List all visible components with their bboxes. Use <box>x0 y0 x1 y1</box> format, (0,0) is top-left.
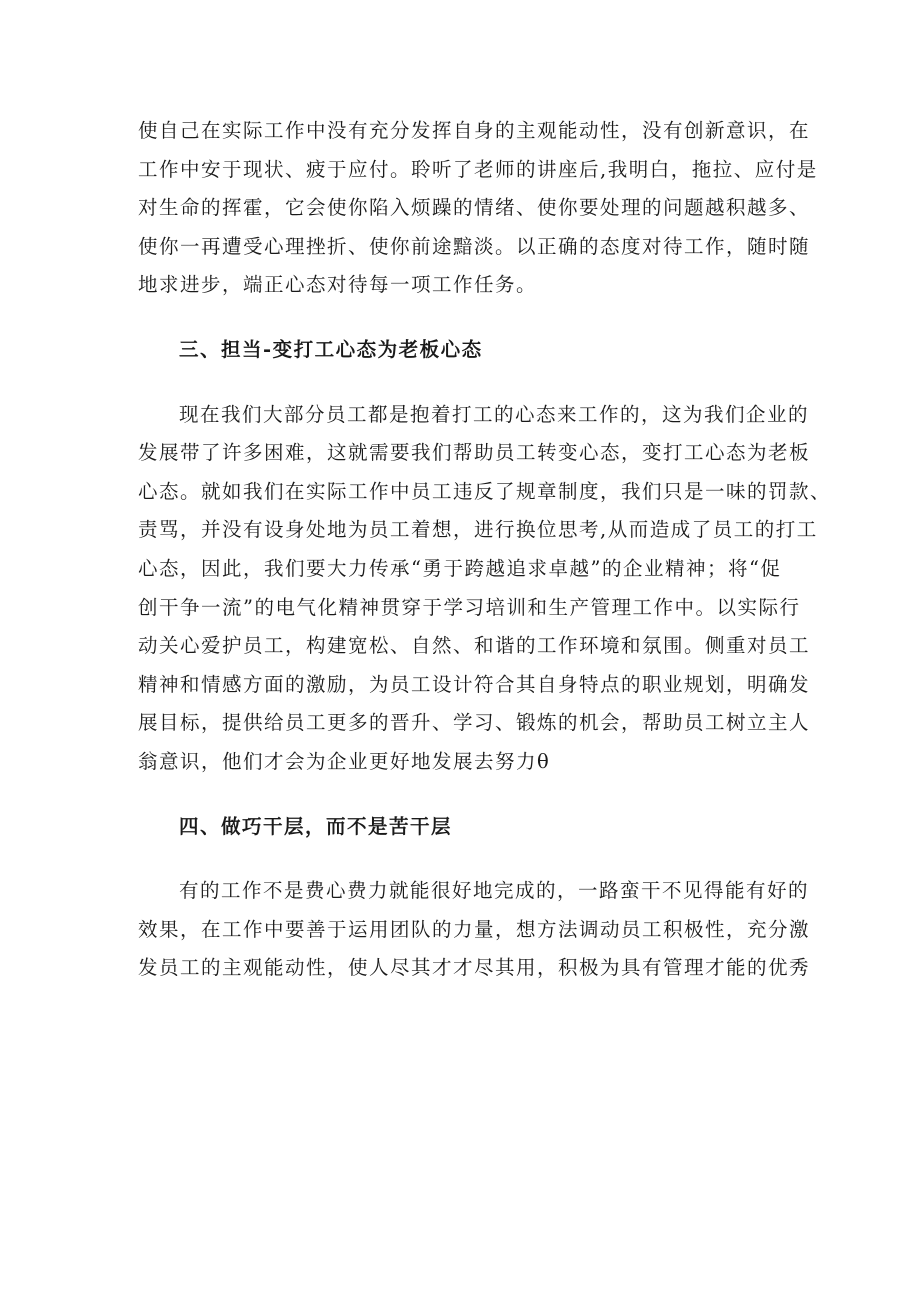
text-line: 效果，在工作中要善于运用团队的力量，想方法调动员工积极性，充分激 <box>138 917 811 941</box>
section-heading-4: 四、做巧干层，而不是苦干层 <box>179 814 453 838</box>
text-line: 翁意识，他们才会为企业更好地发展去努力θ <box>138 749 551 773</box>
paragraph-3 <box>138 872 811 988</box>
text-line: 有的工作不是费心费力就能很好地完成的，一路蛮干不见得能有好的 <box>179 879 810 903</box>
text-line: 动关心爱护员工，构建宽松、自然、和谐的工作环境和氛围。侧重对员工 <box>138 634 811 658</box>
section-heading-3: 三、担当-变打工心态为老板心态 <box>179 337 483 361</box>
text-line: 工作中安于现状、疲于应付。聆听了老师的讲座后,我明白，拖拉、应付是 <box>138 157 818 181</box>
text-line: 创干争一流”的电气化精神贯穿于学习培训和生产管理工作中。以实际行 <box>138 595 801 619</box>
text-line: 现在我们大部分员工都是抱着打工的心态来工作的，这为我们企业的 <box>179 402 810 426</box>
document-body <box>138 112 832 988</box>
text-line: 发展带了许多困难，这就需要我们帮助员工转变心态，变打工心态为老板 <box>138 441 811 465</box>
paragraph-1 <box>138 112 818 305</box>
paragraph-2 <box>138 396 832 782</box>
text-line: 使自己在实际工作中没有充分发挥自身的主观能动性，没有创新意识，在 <box>138 119 811 142</box>
text-line: 发员工的主观能动性，使人尽其才才尽其用，积极为具有管理才能的优秀 <box>138 956 811 980</box>
text-line: 精神和情感方面的激励，为员工设计符合其自身特点的职业规划，明确发 <box>138 672 811 696</box>
text-line: 对生命的挥霍，它会使你陷入烦躁的情绪、使你要处理的问题越积越多、 <box>138 196 811 220</box>
text-line: 心态，因此，我们要大力传承“勇于跨越追求卓越”的企业精神；将“促 <box>138 556 782 580</box>
text-line: 展目标，提供给员工更多的晋升、学习、锻炼的机会，帮助员工树立主人 <box>138 711 811 735</box>
text-line: 心态。就如我们在实际工作中员工违反了规章制度，我们只是一味的罚款、 <box>138 479 832 503</box>
text-line: 责骂，并没有设身处地为员工着想，进行换位思考,从而造成了员工的打工 <box>138 518 818 542</box>
text-line: 使你一再遭受心理挫折、使你前途黯淡。以正确的态度对待工作，随时随 <box>138 234 811 258</box>
text-line: 地求进步，端正心态对待每一项工作任务。 <box>138 273 538 297</box>
